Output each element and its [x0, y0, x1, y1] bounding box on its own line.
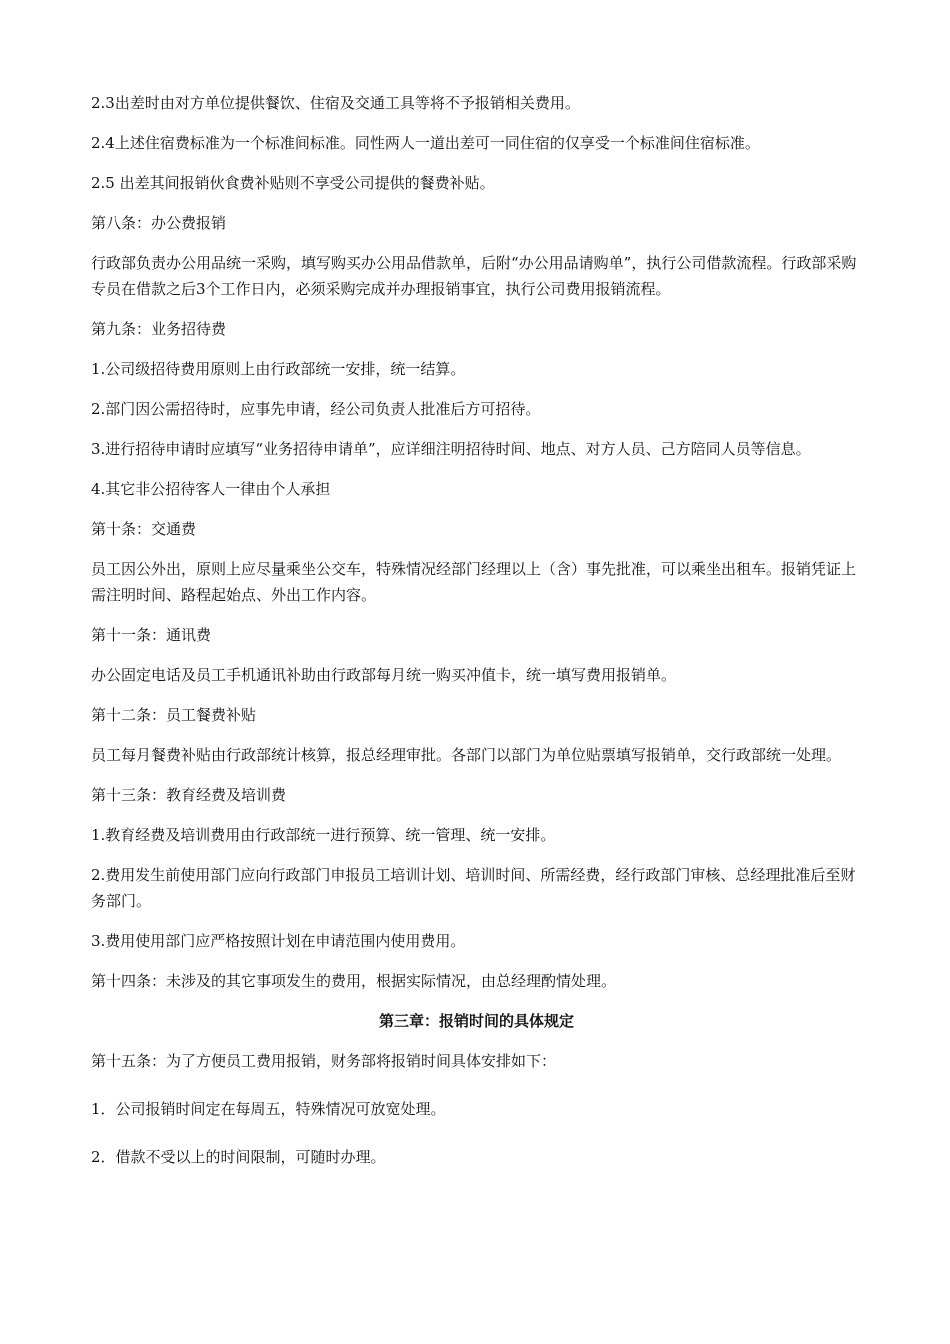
article-9-item-3: 3.进行招待申请时应填写“业务招待申请单”，应详细注明招待时间、地点、对方人员、己方陪同人员等信息。: [91, 440, 811, 458]
clause-2-4: 2.4上述住宿费标准为一个标准间标准。同性两人一道出差可一同住宿的仅享受一个标准间住宿标准。: [91, 134, 760, 152]
article-11-body: 办公固定电话及员工手机通讯补助由行政部每月统一购买冲值卡，统一填写费用报销单。: [91, 666, 677, 684]
article-9-item-2: 2.部门因公需招待时，应事先申请，经公司负责人批准后方可招待。: [91, 400, 541, 418]
article-8-heading: 第八条：办公费报销: [91, 214, 227, 232]
article-14: 第十四条：未涉及的其它事项发生的费用，根据实际情况，由总经理酌情处理。: [91, 972, 617, 990]
article-13-item-2: 2.费用发生前使用部门应向行政部门申报员工培训计划、培训时间、所需经费，经行政部门审核、总经理批准后至财务部门。: [91, 866, 856, 910]
article-12-body: 员工每月餐费补贴由行政部统计核算，报总经理审批。各部门以部门为单位贴票填写报销单，交行政部统一处理。: [91, 746, 842, 764]
article-10-heading: 第十条：交通费: [91, 520, 197, 538]
clause-2-5: 2.5 出差其间报销伙食费补贴则不享受公司提供的餐费补贴。: [91, 174, 495, 192]
clause-2-3: 2.3出差时由对方单位提供餐饮、住宿及交通工具等将不予报销相关费用。: [91, 94, 580, 112]
article-12-heading: 第十二条：员工餐费补贴: [91, 706, 257, 724]
article-13-item-1: 1.教育经费及培训费用由行政部统一进行预算、统一管理、统一安排。: [91, 826, 556, 844]
article-8-body: 行政部负责办公用品统一采购，填写购买办公用品借款单，后附“办公用品请购单”，执行公司借款流程。行政部采购专员在借款之后3个工作日内，必须采购完成并办理报销事宜，执行公司费用报销流程。: [91, 254, 857, 298]
article-9-heading: 第九条：业务招待费: [91, 320, 227, 338]
article-15-item-2: 2．借款不受以上的时间限制，可随时办理。: [91, 1148, 386, 1166]
article-9-item-1: 1.公司级招待费用原则上由行政部统一安排，统一结算。: [91, 360, 466, 378]
article-10-body: 员工因公外出，原则上应尽量乘坐公交车，特殊情况经部门经理以上（含）事先批准，可以乘坐出租车。报销凭证上需注明时间、路程起始点、外出工作内容。: [91, 560, 857, 604]
article-11-heading: 第十一条：通讯费: [91, 626, 212, 644]
article-15-item-1: 1．公司报销时间定在每周五，特殊情况可放宽处理。: [91, 1100, 446, 1118]
article-15-heading: 第十五条：为了方便员工费用报销，财务部将报销时间具体安排如下：: [91, 1052, 557, 1070]
article-13-item-3: 3.费用使用部门应严格按照计划在申请范围内使用费用。: [91, 932, 466, 950]
chapter-3-title: 第三章：报销时间的具体规定: [378, 1012, 574, 1030]
article-13-heading: 第十三条：教育经费及培训费: [91, 786, 287, 804]
article-9-item-4: 4.其它非公招待客人一律由个人承担: [91, 480, 331, 498]
